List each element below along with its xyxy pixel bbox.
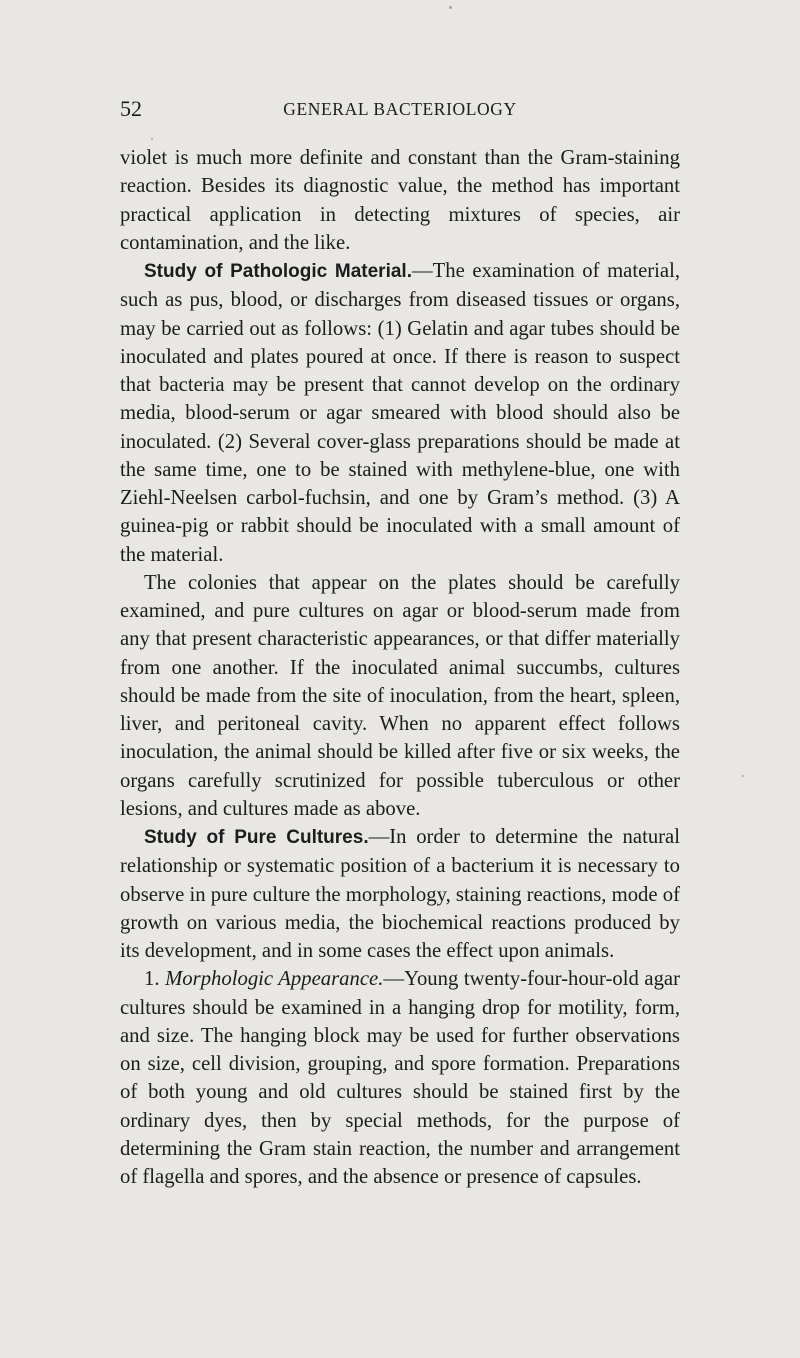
paragraph-text: The colonies that appear on the plates should be carefully examined, and pure cultures on agar or blood-serum made from any that present characteristic appearances, or that differ materially from one another. If the inoculated animal succumbs, cultures should be made from the site of inoculation, from the heart, spleen, liver, and peritoneal cavity. When no apparent effect follows inoculation, the animal should be killed after five or six weeks, the organs carefully scrutinized for possible tuberculous or other lesions, and cultures made as above. bbox=[120, 571, 680, 820]
section-heading: Study of Pure Cultures. bbox=[144, 827, 369, 848]
paragraph-pathologic-material bbox=[120, 257, 680, 569]
italic-heading: Morphologic Appearance. bbox=[165, 968, 384, 991]
paper-speck bbox=[742, 775, 744, 777]
paragraph-morphologic-appearance bbox=[120, 965, 680, 1191]
section-heading: Study of Pathologic Material. bbox=[144, 261, 412, 282]
paragraph-text: —Young twenty-four-hour-old agar cultures should be examined in a hanging drop for motility, form, and size. The hanging block may be used for further observations on size, cell division, grouping, and spore formation. Preparations of both young and old cultures should be stained first by the ordinary dyes, then by special methods, for the purpose of determining the Gram stain reaction, the number and arrangement of flagella and spores, and the absence or presence of capsules. bbox=[120, 968, 680, 1188]
paragraph-pure-cultures bbox=[120, 823, 680, 965]
paragraph-colonies bbox=[120, 569, 680, 823]
paragraph-text: violet is much more definite and constant than the Gram-staining reaction. Besides its diagnostic value, the method has important practical application in detecting mixtures of species, air contamination, and the like. bbox=[120, 147, 680, 254]
paper-speck bbox=[449, 6, 452, 9]
page-number: 52 bbox=[120, 96, 142, 121]
paper-speck bbox=[151, 138, 153, 140]
item-number: 1. bbox=[144, 968, 160, 991]
paragraph-text: —The examination of material, such as pus, blood, or discharges from diseased tissues or organs, may be carried out as follows: (1) Gelatin and agar tubes should be inoculated and plates poured at once. If there is reason to suspect that bacteria may be present that cannot develop on the ordinary media, blood-serum or agar smeared with blood should also be inoculated. (2) Several cover-glass preparations should be made at the same time, one to be stained with methylene-blue, one with Ziehl-Neelsen carbol-fuchsin, and one by Gram’s method. (3) A guinea-pig or rabbit should be inoculated with a small amount of the material. bbox=[120, 260, 681, 566]
paragraph-text: —In order to determine the natural relationship or systematic position of a bacterium it is necessary to observe in pure culture the morphology, staining reactions, mode of growth on various media, the biochemical reactions produced by its development, and in some cases the effect upon animals. bbox=[120, 826, 680, 962]
body-text bbox=[120, 144, 680, 1191]
paragraph-continuation bbox=[120, 144, 680, 257]
running-head-title: GENERAL BACTERIOLOGY bbox=[283, 99, 517, 119]
running-head bbox=[120, 95, 680, 123]
